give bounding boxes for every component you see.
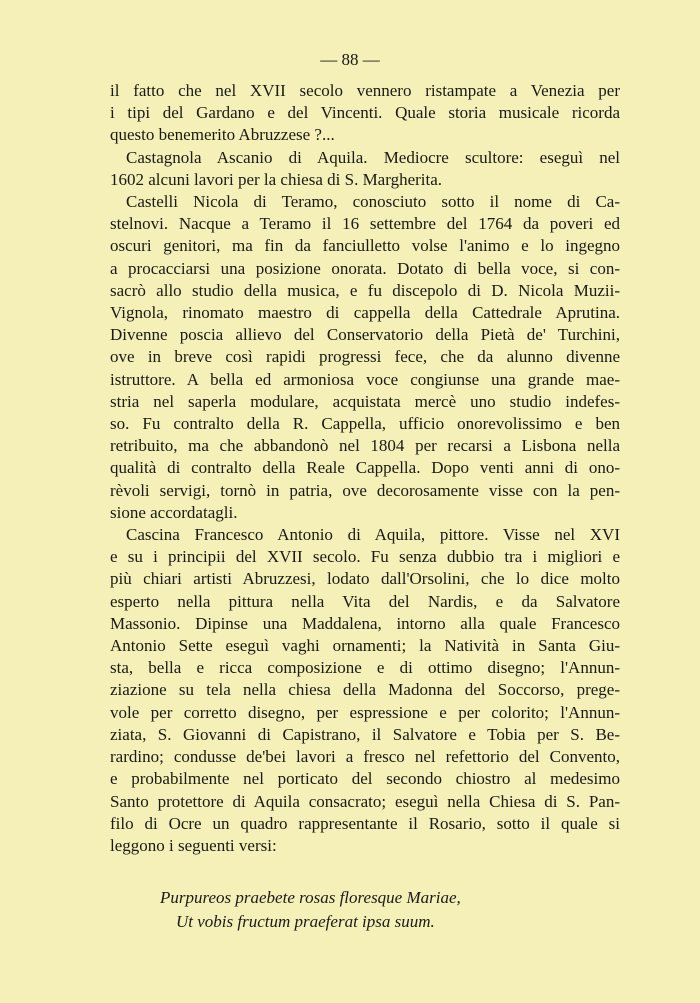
text-line: ziata, S. Giovanni di Capistrano, il Salvatore e Tobia per S. Be- <box>110 724 620 744</box>
text-line: più chiari artisti Abruzzesi, lodato dall'Orsolini, che lo dice molto <box>110 569 620 589</box>
text-line: stelnovi. Nacque a Teramo il 16 settembre del 1764 da poveri ed <box>110 214 620 234</box>
text-line: Divenne poscia allievo del Conservatorio della Pietà de' Turchini, <box>110 325 620 345</box>
text-line: sione accordatagli. <box>110 502 238 522</box>
body-text <box>110 80 620 857</box>
text-line: Massonio. Dipinse una Maddalena, intorno alla quale Francesco <box>110 613 620 633</box>
text-line: Santo protettore di Aquila consacrato; eseguì nella Chiesa di S. Pan- <box>110 791 620 811</box>
paragraph <box>110 191 620 524</box>
text-line: so. Fu contralto della R. Cappella, ufficio onorevolissimo e ben <box>110 414 620 434</box>
paragraph <box>110 147 620 191</box>
text-line: ziazione su tela nella chiesa della Madonna del Soccorso, prege- <box>110 680 620 700</box>
text-line: esperto nella pittura nella Vita del Nardis, e da Salvatore <box>110 591 620 611</box>
text-line: sta, bella e ricca composizione e di ottimo disegno; l'Annun- <box>110 658 620 678</box>
text-line: questo benemerito Abruzzese ?... <box>110 125 335 145</box>
text-line: sacrò allo studio della musica, e fu discepolo di D. Nicola Muzii- <box>110 280 620 300</box>
text-line: i tipi del Gardano e del Vincenti. Quale storia musicale ricorda <box>110 103 620 123</box>
text-line: retribuito, ma che abbandonò nel 1804 per recarsi a Lisbona nella <box>110 436 620 456</box>
text-line: leggono i seguenti versi: <box>110 835 277 855</box>
text-line: Castagnola Ascanio di Aquila. Mediocre scultore: eseguì nel <box>126 147 620 167</box>
text-line: Vignola, rinomato maestro di cappella della Cattedrale Aprutina. <box>110 303 620 323</box>
paragraph <box>110 80 620 147</box>
text-line: 1602 alcuni lavori per la chiesa di S. Margherita. <box>110 169 443 189</box>
text-line: qualità di contralto della Reale Cappella. Dopo venti anni di ono- <box>110 458 620 478</box>
verse-quote <box>160 886 560 934</box>
text-line: rardino; condusse de'bei lavori a fresco nel refettorio del Convento, <box>110 747 620 767</box>
text-line: ove in breve così rapidi progressi fece, che da alunno divenne <box>110 347 620 367</box>
text-line: Castelli Nicola di Teramo, conosciuto sotto il nome di Ca- <box>126 192 620 212</box>
text-line: Antonio Sette eseguì vaghi ornamenti; la Natività in Santa Giu- <box>110 636 620 656</box>
text-line: a procacciarsi una posizione onorata. Dotato di bella voce, si con- <box>110 258 620 278</box>
text-line: rèvoli servigi, tornò in patria, ove decorosamente visse con la pen- <box>110 480 620 500</box>
paragraph <box>110 524 620 857</box>
verse-line: Purpureos praebete rosas floresque Mariae, <box>160 888 461 907</box>
text-line: istruttore. A bella ed armoniosa voce congiunse una grande mae- <box>110 369 620 389</box>
text-line: e probabilmente nel porticato del secondo chiostro al medesimo <box>110 769 620 789</box>
verse-line: Ut vobis fructum praeferat ipsa suum. <box>176 912 435 931</box>
text-line: oscuri genitori, ma fin da fanciulletto volse l'animo e lo ingegno <box>110 236 620 256</box>
page-number: — 88 — <box>320 50 380 69</box>
text-line: il fatto che nel XVII secolo vennero ristampate a Venezia per <box>110 81 620 100</box>
text-line: filo di Ocre un quadro rappresentante il Rosario, sotto il quale si <box>110 813 620 833</box>
text-line: Cascina Francesco Antonio di Aquila, pittore. Visse nel XVI <box>126 525 620 545</box>
text-line: e su i principii del XVII secolo. Fu senza dubbio tra i migliori e <box>110 547 620 567</box>
text-line: stria nel saperla modulare, acquistata mercè uno studio indefes- <box>110 391 620 411</box>
text-line: vole per corretto disegno, per espressione e per colorito; l'Annun- <box>110 702 620 722</box>
